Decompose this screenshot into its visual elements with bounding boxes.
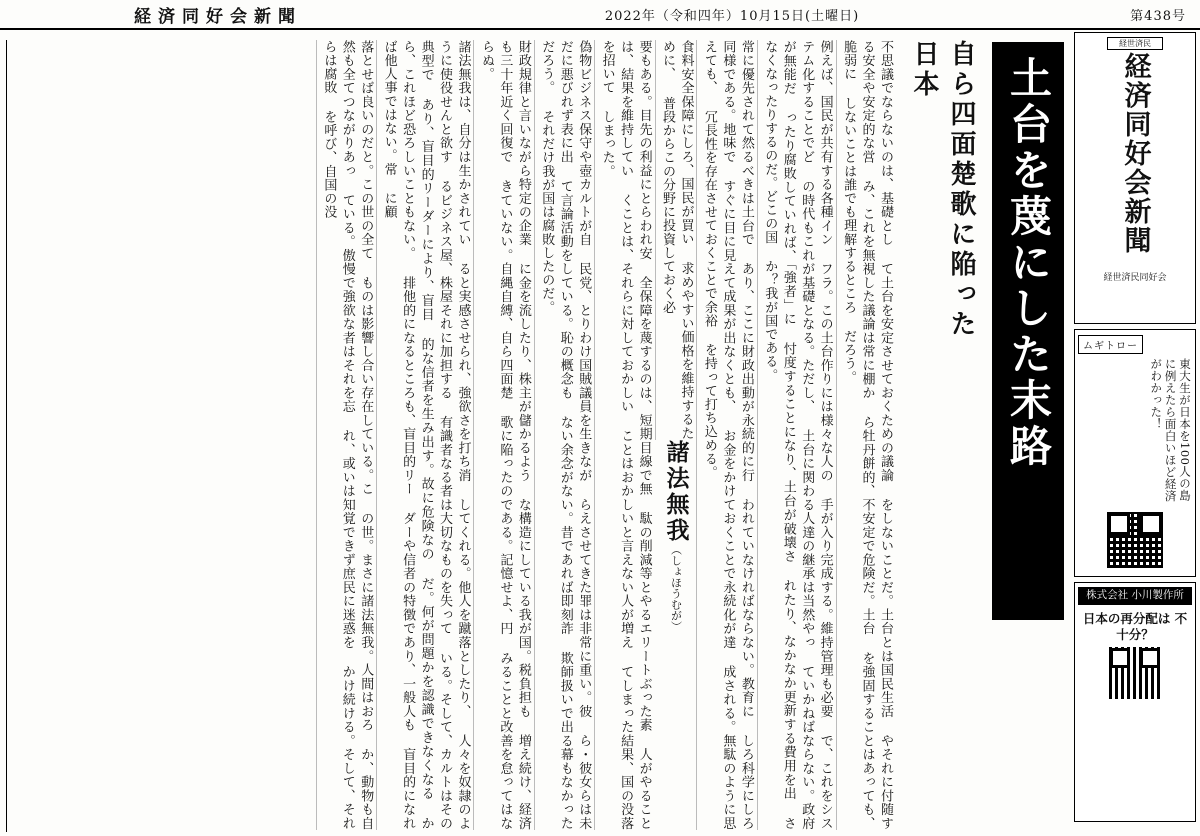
issue-number: 第438号 (1130, 8, 1186, 24)
logo-subtitle: 経世済民同好会 (1103, 273, 1167, 284)
ad-book[interactable] (1074, 329, 1196, 577)
section-headline-text: 諸法無我 (662, 440, 690, 544)
article-subheadline: 自ら四面楚歌に陥った日本 (909, 40, 976, 340)
ad-book-copy: 東大生が日本を100人の島に例えたら面白いほど経済がわかった！ (1149, 358, 1192, 502)
qr-code-icon[interactable] (1107, 512, 1163, 568)
article-column: 諸法無我は、自分は生かされてい ると実感させられ、強欲さを打ち消 してくれる。他人を蹴落としたり、 人々を奴隷のように使役せんと欲す るビジネス屋、株屋それに加担する 有識者なる者は大切なものを失って いる。そして、カルトはその典型で あり、盲目的リーダーにより、盲目 的な信者を生み出す。故に危険なの だ。何が問題かを認識できなくなる から、これほど恐ろしいこともない。 排他的になるところも、盲目的リー ダーや信者の特徴であり、一般人も 盲目的になれば他人事ではない。常 に顧 (376, 40, 473, 830)
ad-company-name: 株式会社 小川製作所 (1078, 587, 1192, 605)
article-column: 落とせば良いのだと。この世の全て ものは影響し合い存在している。こ の世。まさに諸法無我。人間はおろ か、動物も自然も全てつながりあっ ている。傲慢で強欲な者はそれを忘 れ、或いは知覚できず庶民に迷惑を かけ続ける。そして、それらは腐敗 を呼び、自国の没 (316, 40, 376, 830)
logo-title: 経済同好会新聞 (1119, 52, 1151, 256)
logo-seal: 経世済民 (1107, 37, 1163, 50)
article-column: 常に優先されて然るべきは土台で あり、ここに財政出動が永続的に行 われていなければならない。教育に しろ科学にしろ同様である。地味で すぐに目に見えて成果が出なくとも、 お金をかけておくことで永続化が達 成される。無駄のように思えても、 冗長性を存在させておくことで余裕 を持って打ち込める。 (696, 40, 756, 830)
section-headline (655, 440, 697, 640)
ad-headline: 日本の再分配は 不十分？ (1082, 610, 1188, 642)
section-headline-ruby: （しょほうむが） (669, 544, 683, 632)
article-column: 食料安全保障にしろ、国民が買い 求めやすい価格を維持するために、 普段からこの分野に投資しておく必 (655, 40, 697, 440)
page-body (0, 32, 1200, 836)
article-columns (6, 40, 990, 832)
article-column: 不思議でならないのは、基礎とし て土台を安定させておくための議論 をしないことだ。土台とは国民生活 やそれに付随する安全や安定的な営 み、これを無視した議論は常に棚か ら牡丹餅的、不安定で危険だ。土台 を強固することはあっても、脆弱に しないことは誰でも理解するところ だろう。 (836, 40, 896, 830)
article-column: 偽物ビジネス保守や壺カルトが自 民党、とりわけ国賊議員を生きなが らえさせてきた罪は非常に重い。彼 ら・彼女らは未だに悪びれず表に出 て言論活動をしている。恥の概念も ない余念がない。昔であれば即刻詐 欺師扱いで出る幕もなかっただろう。 それだけ我が国は腐敗したのだ。 (534, 40, 594, 830)
masthead (0, 0, 1200, 30)
article-column: 例えば、国民が共有する各種イン フラ。この土台作りには様々な人の 手が入り完成する。維持管理も必要 で、これをシステム化することでど の時代もこれが基礎となる。ただし、 土台に関わる人達の継承は当然やっ ていかねばならない。政府が無能だ ったり腐敗していれば、「強者」に 忖度することになり、土台が破壊さ れたり、なかなか更新する費用を出 さなくなったりするのだ。どこの国 か？我が国である。 (757, 40, 836, 830)
right-rail (1074, 32, 1196, 832)
main-headline: 土台を蔑にした末路 (1004, 56, 1053, 470)
article-column: 要もある。目先の利益にとらわれ安 全保障を蔑するのは、短期目線で無 駄の削減等とやるエリートぶった素 人がやることは、結果を維持してい くことは、それらに対しておかしい ことはおかしいと言えない人が増え てしまった結果、国の没落を招いて しまった。 (594, 40, 654, 830)
ad-author-tag: ムギトロー (1078, 335, 1143, 354)
paper-logo-box (1074, 32, 1196, 324)
column-stack (655, 40, 697, 830)
main-headline-block (992, 42, 1064, 620)
paper-name: 経済同好会新聞 (134, 6, 302, 27)
ad-ogawa[interactable] (1074, 582, 1196, 822)
article-column: 財政規律と言いながら特定の企業 に金を流したり、株主が儲かるよう な構造にしている我が国。税負担も 増え続け、経済も三十年近く回復で きていない。自縄自縛、自ら四面楚 歌に陥ったのである。記憶せよ、円 みることと改善を怠ってはならぬ。 (473, 40, 533, 830)
publication-date: 2022年（令和四年）10月15日(土曜日) (604, 8, 860, 24)
ad-book-copy-wrap (1078, 358, 1192, 508)
qr-code-icon[interactable] (1109, 647, 1161, 699)
